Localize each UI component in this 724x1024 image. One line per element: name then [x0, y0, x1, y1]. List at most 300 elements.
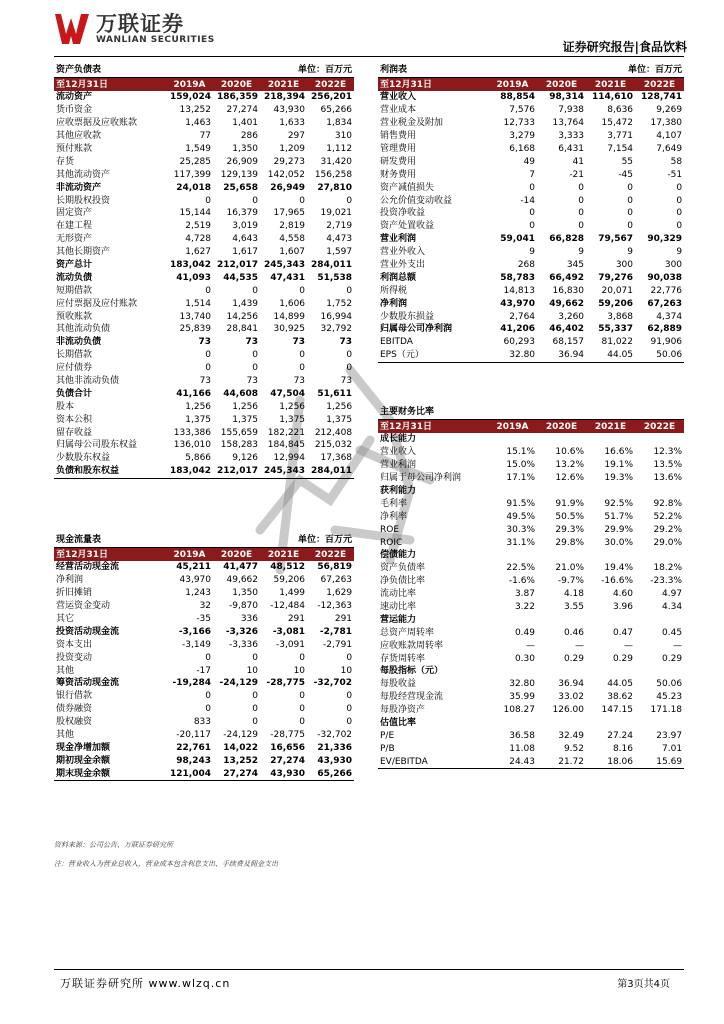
balance-sheet-cell: 2,519 — [185, 221, 212, 232]
cash-flow-cell: 0 — [346, 717, 353, 728]
financial-ratios-row — [378, 536, 684, 549]
financial-ratios-cell: 13.2% — [555, 460, 584, 471]
financial-ratios-row — [378, 497, 684, 510]
balance-sheet-cell: 0 — [346, 195, 353, 206]
income-statement-cell: 128,741 — [641, 92, 683, 103]
income-statement-cell: 58,783 — [500, 272, 536, 283]
financial-ratios-cell: 91.5% — [506, 498, 535, 509]
income-statement-cell: 17,380 — [650, 118, 683, 129]
financial-ratios-cell: 15.1% — [506, 447, 535, 458]
balance-sheet-row — [54, 400, 354, 413]
balance-sheet-row-label: 货币资金 — [56, 105, 93, 116]
cash-flow-cell: 14,022 — [223, 742, 259, 753]
income-statement-cell: 91,906 — [650, 337, 683, 348]
financial-ratios-row-label: 成长能力 — [380, 434, 417, 445]
income-statement-row-label: 营业收入 — [380, 92, 417, 103]
cash-flow-cell: 0 — [252, 652, 259, 663]
financial-ratios-cell: 10.6% — [555, 447, 584, 458]
balance-sheet-row-label: 在建工程 — [56, 221, 93, 232]
header-divider — [54, 56, 684, 57]
income-statement-row — [378, 323, 684, 336]
balance-sheet-row — [54, 117, 354, 130]
financial-ratios-row — [378, 523, 684, 536]
financial-ratios-row — [378, 717, 684, 730]
financial-ratios-row — [378, 691, 684, 704]
income-statement-row — [378, 259, 684, 272]
balance-sheet-cell: 1,350 — [232, 144, 259, 154]
cash-flow-cell: -32,702 — [313, 678, 353, 689]
income-statement-row-label: 净利润 — [380, 298, 408, 309]
balance-sheet-cell: 43,930 — [273, 105, 306, 116]
financial-ratios-cell: 0.47 — [612, 627, 633, 638]
financial-ratios-cell: 19.3% — [604, 473, 633, 484]
financial-ratios-cell: 19.1% — [604, 460, 633, 471]
balance-sheet-cell: 73 — [292, 337, 306, 348]
cash-flow-cell: 0 — [299, 691, 306, 702]
income-statement-cell: 114,610 — [592, 92, 634, 103]
cash-flow-unit: 单位：百万元 — [213, 533, 354, 548]
income-statement-header-row — [378, 78, 684, 92]
balance-sheet-cell: 19,021 — [320, 208, 353, 219]
balance-sheet-cell: 1,375 — [279, 414, 306, 425]
cash-flow-cell: 10 — [340, 665, 353, 676]
income-statement-cell: 4,374 — [656, 311, 683, 322]
income-statement-row — [378, 130, 684, 143]
balance-sheet-cell: 0 — [299, 350, 306, 361]
financial-ratios-cell — [635, 613, 684, 626]
balance-sheet-cell: 0 — [205, 195, 212, 206]
financial-ratios-cell: 45.23 — [656, 692, 683, 703]
data-source-note: 资料来源：公司公告、万联证券研究所 — [54, 841, 173, 849]
cash-flow-cell: -32,702 — [317, 730, 353, 741]
cash-flow-row — [54, 651, 354, 664]
income-statement-cell: 90,038 — [647, 272, 683, 283]
cash-flow-row — [54, 677, 354, 690]
cash-flow-row — [54, 690, 354, 703]
income-statement-row-label: EBITDA — [380, 337, 413, 348]
financial-ratios-cell: — — [575, 640, 584, 651]
financial-ratios-cell: 126.00 — [552, 705, 584, 716]
financial-ratios-cell: 15.0% — [506, 460, 535, 471]
income-statement-column-header: 2019A — [488, 78, 537, 92]
balance-sheet-cell: 41,093 — [176, 272, 212, 283]
income-statement-row-label: 营业利润 — [380, 234, 417, 245]
balance-sheet-cell: 17,965 — [273, 208, 306, 219]
financial-ratios-row-label: 获利能力 — [380, 486, 417, 496]
financial-ratios-cell: 3.87 — [514, 589, 535, 600]
income-statement-cell: 0 — [578, 221, 585, 232]
cash-flow-cell: 98,243 — [176, 755, 212, 766]
balance-sheet-row-label: 非流动资产 — [56, 182, 102, 193]
logo-chinese-name: 万联证券 — [96, 11, 184, 36]
income-statement-row-label: EPS（元） — [378, 349, 488, 362]
income-statement-row-label: 少数股东损益 — [380, 311, 435, 322]
balance-sheet-cell: 183,042 — [166, 465, 213, 478]
cash-flow-cell: -24,129 — [223, 730, 259, 741]
financial-ratios-row — [378, 459, 684, 472]
financial-ratios-cell — [586, 485, 635, 498]
income-statement-row-label: 营业外收入 — [380, 247, 426, 258]
balance-sheet-cell: 44,535 — [223, 272, 259, 283]
balance-sheet-header-row — [54, 78, 354, 92]
income-statement-cell: 58 — [670, 156, 683, 167]
cash-flow-cell: -19,284 — [172, 678, 212, 689]
financial-ratios-cell: 4.18 — [563, 589, 584, 600]
balance-sheet-cell: 0 — [205, 363, 212, 374]
cash-flow-cell: 45,211 — [176, 562, 212, 573]
balance-sheet-row — [54, 104, 354, 117]
balance-sheet-column-header: 2021E — [260, 78, 307, 92]
financial-ratios-cell: 4.97 — [662, 589, 683, 600]
cash-flow-cell: 10 — [293, 665, 306, 676]
financial-ratios-cell: 36.58 — [509, 730, 535, 741]
balance-sheet-row — [54, 207, 354, 220]
financial-ratios-cell: 0.30 — [514, 653, 535, 664]
income-statement-cell: 300 — [615, 260, 634, 271]
financial-ratios-cell: 0.29 — [612, 653, 633, 664]
cash-flow-cell: 121,004 — [166, 767, 213, 780]
cash-flow-cell: -24,129 — [219, 678, 259, 689]
balance-sheet-cell: 3,019 — [232, 221, 259, 232]
cash-flow-row — [54, 664, 354, 677]
financial-ratios-row-label: 总资产周转率 — [380, 627, 435, 638]
cash-flow-row — [54, 638, 354, 651]
income-statement-cell: 345 — [566, 260, 585, 271]
income-statement-cell: 0 — [676, 182, 683, 193]
income-statement-cell: 3,260 — [558, 311, 585, 322]
financial-ratios-cell: 13.5% — [653, 460, 683, 471]
cash-flow-row — [54, 741, 354, 754]
balance-sheet-cell: 218,394 — [264, 92, 306, 103]
financial-ratios-cell: 92.8% — [653, 498, 683, 509]
income-statement-cell: 7,154 — [607, 144, 634, 154]
balance-sheet-cell: 212,408 — [314, 427, 353, 438]
income-statement-title: 利润表 — [378, 63, 537, 78]
cash-flow-row-label: 筹资活动现金流 — [56, 678, 120, 689]
cash-flow-row — [54, 574, 354, 587]
financial-ratios-cell: 31.1% — [506, 537, 535, 548]
balance-sheet-cell: 26,949 — [270, 182, 306, 193]
income-statement-row — [378, 246, 684, 259]
income-statement-cell: 8,636 — [607, 105, 634, 116]
cash-flow-column-header: 2020E — [213, 548, 260, 562]
income-statement-cell: 0 — [529, 182, 536, 193]
cash-flow-row-label: 投资变动 — [56, 652, 93, 663]
income-statement-row — [378, 104, 684, 117]
balance-sheet-cell: 158,283 — [220, 440, 259, 451]
income-statement-row-label: 资产减值损失 — [380, 182, 435, 193]
balance-sheet-cell: 1,514 — [185, 298, 212, 309]
cash-flow-cell: 49,662 — [226, 575, 259, 586]
balance-sheet-cell: 184,845 — [267, 440, 306, 451]
financial-ratios-cell: 147.15 — [601, 705, 633, 716]
page-number: 第3页共4页 — [617, 979, 670, 990]
balance-sheet-row-label: 归属母公司股东权益 — [56, 440, 138, 451]
income-statement-row — [378, 181, 684, 194]
income-statement-row — [378, 233, 684, 246]
balance-sheet-cell: 1,401 — [232, 118, 259, 129]
income-statement-cell: -51 — [667, 169, 683, 180]
income-statement-cell: 0 — [676, 208, 683, 219]
balance-sheet-column-header: 至12月31日 — [54, 78, 166, 92]
balance-sheet-row — [54, 91, 354, 104]
financial-ratios-cell — [635, 665, 684, 678]
balance-sheet-cell: 1,617 — [232, 247, 259, 258]
financial-ratios-cell: 38.62 — [607, 692, 633, 703]
balance-sheet-cell: 73 — [293, 376, 306, 387]
financial-ratios-cell — [488, 433, 537, 446]
financial-ratios-row — [378, 562, 684, 575]
financial-ratios-cell — [537, 613, 586, 626]
financial-ratios-cell — [586, 665, 635, 678]
notes — [54, 840, 278, 878]
income-statement-cell: 0 — [627, 208, 634, 219]
balance-sheet-row — [54, 181, 354, 194]
financial-ratios-row — [378, 433, 684, 446]
balance-sheet-row — [54, 413, 354, 426]
financial-ratios-row — [378, 510, 684, 523]
balance-sheet-cell: 41,166 — [176, 388, 212, 399]
income-statement-cell: 0 — [578, 182, 585, 193]
financial-ratios-cell: 12.3% — [653, 447, 683, 458]
income-statement-row-label: 公允价值变动收益 — [380, 195, 453, 206]
income-statement-cell: -45 — [618, 169, 634, 180]
financial-ratios-cell: 92.5% — [604, 498, 633, 509]
page-header — [0, 0, 724, 60]
balance-sheet-cell: 1,112 — [326, 144, 353, 154]
income-statement-cell: 62,889 — [647, 324, 683, 335]
balance-sheet-cell: 136,010 — [173, 440, 212, 451]
income-statement-cell: 6,431 — [558, 144, 585, 154]
cash-flow-column-header: 2022E — [307, 548, 354, 562]
logo-english-name: WANLIAN SECURITIES — [96, 34, 215, 45]
financial-ratios-cell: 29.0% — [653, 537, 683, 548]
balance-sheet-cell: 77 — [199, 131, 212, 142]
financial-ratios-cell: 23.97 — [656, 730, 683, 741]
financial-ratios-cell — [488, 613, 537, 626]
financial-ratios-cell — [586, 549, 635, 562]
financial-ratios-row-label: 营业收入 — [380, 447, 417, 458]
balance-sheet-cell: 142,052 — [267, 169, 306, 180]
cash-flow-cell: 48,512 — [270, 562, 306, 573]
financial-ratios-row-label: 资产负债率 — [380, 563, 426, 574]
cash-flow-row-label: 其它 — [56, 614, 75, 624]
financial-ratios-cell: -1.6% — [508, 576, 535, 587]
balance-sheet-cell: 4,728 — [185, 234, 212, 245]
balance-sheet-cell: 256,201 — [311, 92, 353, 103]
cash-flow-row — [54, 703, 354, 716]
financial-ratios-cell: 30.3% — [506, 524, 535, 535]
income-statement-row-label: 管理费用 — [380, 144, 417, 154]
balance-sheet-cell: 0 — [299, 285, 306, 296]
financial-ratios-cell: 7.01 — [662, 743, 683, 754]
financial-ratios-row-label: 每股净资产 — [380, 705, 426, 716]
financial-ratios-cell: 0.49 — [514, 627, 535, 638]
income-statement-cell: 7 — [529, 169, 536, 180]
cash-flow-cell: 32 — [199, 601, 212, 612]
cash-flow-cell: 0 — [299, 704, 306, 715]
financial-ratios-cell: 3.96 — [612, 602, 633, 613]
balance-sheet-row — [54, 143, 354, 156]
balance-sheet-cell: 73 — [198, 337, 212, 348]
financial-ratios-row-label: P/E — [380, 730, 395, 741]
cash-flow-row-label: 期初现金余额 — [56, 755, 111, 766]
income-statement-cell: 68,157 — [552, 337, 585, 348]
balance-sheet-row-label: 短期借款 — [56, 285, 93, 296]
cash-flow-cell: 27,274 — [213, 767, 260, 780]
balance-sheet-cell: 1,834 — [326, 118, 353, 129]
balance-sheet-cell: 25,839 — [179, 324, 212, 335]
cash-flow-cell: 0 — [252, 717, 259, 728]
balance-sheet-cell: 1,633 — [279, 118, 306, 129]
financial-ratios-cell: -9.7% — [557, 576, 584, 587]
income-statement-cell: -14 — [520, 195, 536, 206]
company-logo — [54, 10, 215, 48]
cash-flow-cell: 43,970 — [179, 575, 212, 586]
income-statement-row — [378, 194, 684, 207]
cash-flow-cell: -9,870 — [229, 601, 259, 612]
financial-ratios-cell — [537, 717, 586, 730]
cash-flow-cell: -2,781 — [319, 626, 353, 637]
balance-sheet-cell: 47,431 — [270, 272, 306, 283]
balance-sheet-cell: 13,740 — [179, 311, 212, 322]
financial-ratios-cell: 19.4% — [604, 563, 633, 574]
balance-sheet-row-label: 长期借款 — [56, 350, 93, 361]
income-statement-cell: 4,107 — [656, 131, 683, 142]
balance-sheet-row-label: 资产总计 — [56, 260, 93, 271]
financial-ratios-row-label: 每股指标（元） — [380, 666, 444, 677]
balance-sheet-cell: 9,126 — [232, 453, 259, 464]
income-statement-cell: 7,938 — [558, 105, 585, 116]
financial-ratios-cell — [586, 433, 635, 446]
footnote: 注：营业收入为营业总收入，营业成本包含利息支出、手续费及佣金支出 — [54, 860, 278, 868]
balance-sheet-cell: 0 — [252, 350, 259, 361]
income-statement-column-header: 2020E — [537, 78, 586, 92]
balance-sheet-cell: 0 — [205, 285, 212, 296]
financial-ratios-cell: 49.5% — [506, 511, 535, 522]
income-statement-cell: -21 — [569, 169, 585, 180]
balance-sheet-cell: 14,899 — [273, 311, 306, 322]
balance-sheet-row — [54, 439, 354, 452]
balance-sheet-row — [54, 465, 354, 478]
financial-ratios-row-label: 每股收益 — [380, 679, 417, 690]
financial-ratios-cell: 0.29 — [662, 653, 683, 664]
footer-institute: 万联证券研究所 www.wlzq.cn — [60, 977, 231, 990]
financial-ratios-cell: 21.72 — [537, 755, 586, 768]
financial-ratios-row — [378, 485, 684, 498]
financial-ratios-cell: 18.06 — [586, 755, 635, 768]
cash-flow-row-label: 其他 — [56, 730, 75, 741]
balance-sheet-row-label: 其他流动负债 — [56, 324, 111, 335]
income-statement-cell: 7,576 — [509, 105, 536, 116]
income-statement-cell: 3,333 — [558, 131, 585, 142]
financial-ratios-row — [378, 755, 684, 768]
financial-ratios-column-header: 2019A — [488, 420, 537, 434]
balance-sheet-cell: 51,538 — [317, 272, 353, 283]
financial-ratios-cell: 32.80 — [509, 679, 535, 690]
financial-ratios-row-label: 存货周转率 — [380, 653, 426, 664]
balance-sheet-cell: 1,375 — [232, 414, 259, 425]
income-statement-row — [378, 336, 684, 349]
financial-ratios-row — [378, 472, 684, 485]
financial-ratios-cell: 36.94 — [558, 679, 584, 690]
cash-flow-cell: 27,274 — [270, 755, 306, 766]
balance-sheet-cell: 13,252 — [179, 105, 212, 116]
financial-ratios-row — [378, 575, 684, 588]
financial-ratios-cell: 22.5% — [506, 563, 535, 574]
financial-ratios-cell — [635, 433, 684, 446]
financial-ratios-cell: 108.27 — [503, 705, 535, 716]
cash-flow-row-label: 经营活动现金流 — [56, 562, 120, 573]
balance-sheet-cell: 28,841 — [226, 324, 259, 335]
cash-flow-cell: 21,336 — [317, 742, 353, 753]
financial-ratios-row — [378, 665, 684, 678]
balance-sheet-row-label: 流动资产 — [56, 92, 93, 103]
income-statement-row-label: 投资净收益 — [380, 208, 426, 219]
balance-sheet-row — [54, 220, 354, 233]
balance-sheet-cell: 65,266 — [320, 105, 353, 116]
balance-sheet-cell: 1,439 — [232, 298, 259, 309]
income-statement-cell: 0 — [578, 195, 585, 206]
financial-ratios-row — [378, 704, 684, 717]
income-statement-cell: 20,071 — [601, 285, 634, 296]
income-statement-cell: 79,276 — [598, 272, 634, 283]
balance-sheet-cell: 73 — [246, 376, 259, 387]
income-statement-cell: 15,472 — [601, 118, 634, 129]
balance-sheet-column-header: 2020E — [213, 78, 260, 92]
financial-ratios-cell: 35.99 — [509, 692, 535, 703]
financial-ratios-cell: 4.34 — [662, 602, 683, 613]
cash-flow-cell: 336 — [240, 614, 259, 624]
cash-flow-cell: -3,091 — [276, 639, 306, 650]
balance-sheet-cell: 156,258 — [314, 169, 353, 180]
cash-flow-row — [54, 561, 354, 574]
income-statement-cell: 9 — [676, 247, 683, 258]
cash-flow-cell: -3,166 — [178, 626, 212, 637]
cash-flow-row — [54, 587, 354, 600]
balance-sheet-cell: 25,658 — [223, 182, 259, 193]
financial-ratios-cell: 13.6% — [653, 473, 683, 484]
cash-flow-cell: 1,499 — [279, 588, 306, 599]
financial-ratios-cell: 11.08 — [509, 743, 535, 754]
balance-sheet-row — [54, 426, 354, 439]
financial-ratios-table — [378, 405, 684, 769]
cash-flow-cell: 0 — [346, 691, 353, 702]
income-statement-row — [378, 91, 684, 104]
financial-ratios-cell: 0.45 — [662, 627, 683, 638]
balance-sheet-cell: 1,752 — [326, 298, 353, 309]
balance-sheet-cell: 4,643 — [232, 234, 259, 245]
income-statement-cell: 32.80 — [488, 349, 537, 362]
balance-sheet-unit: 单位：百万元 — [213, 63, 354, 78]
income-statement-cell: 0 — [529, 221, 536, 232]
income-statement-unit: 单位：百万元 — [537, 63, 684, 78]
balance-sheet-row-label: 预收账款 — [56, 311, 93, 322]
income-statement-cell: 16,830 — [552, 285, 585, 296]
cash-flow-header-row — [54, 548, 354, 562]
financial-ratios-row-label: 流动比率 — [380, 589, 417, 600]
income-statement-cell: 60,293 — [503, 337, 536, 348]
cash-flow-row-label: 其他 — [56, 665, 75, 676]
balance-sheet-row-label: 应收票据及应收账款 — [56, 118, 138, 129]
cash-flow-cell: -20,117 — [176, 730, 212, 741]
cash-flow-column-header: 2019A — [166, 548, 213, 562]
balance-sheet-cell: 32,792 — [320, 324, 353, 335]
financial-ratios-cell: 12.6% — [555, 473, 584, 484]
financial-ratios-cell — [537, 549, 586, 562]
balance-sheet-cell: 1,607 — [279, 247, 306, 258]
balance-sheet-cell: 17,368 — [320, 453, 353, 464]
